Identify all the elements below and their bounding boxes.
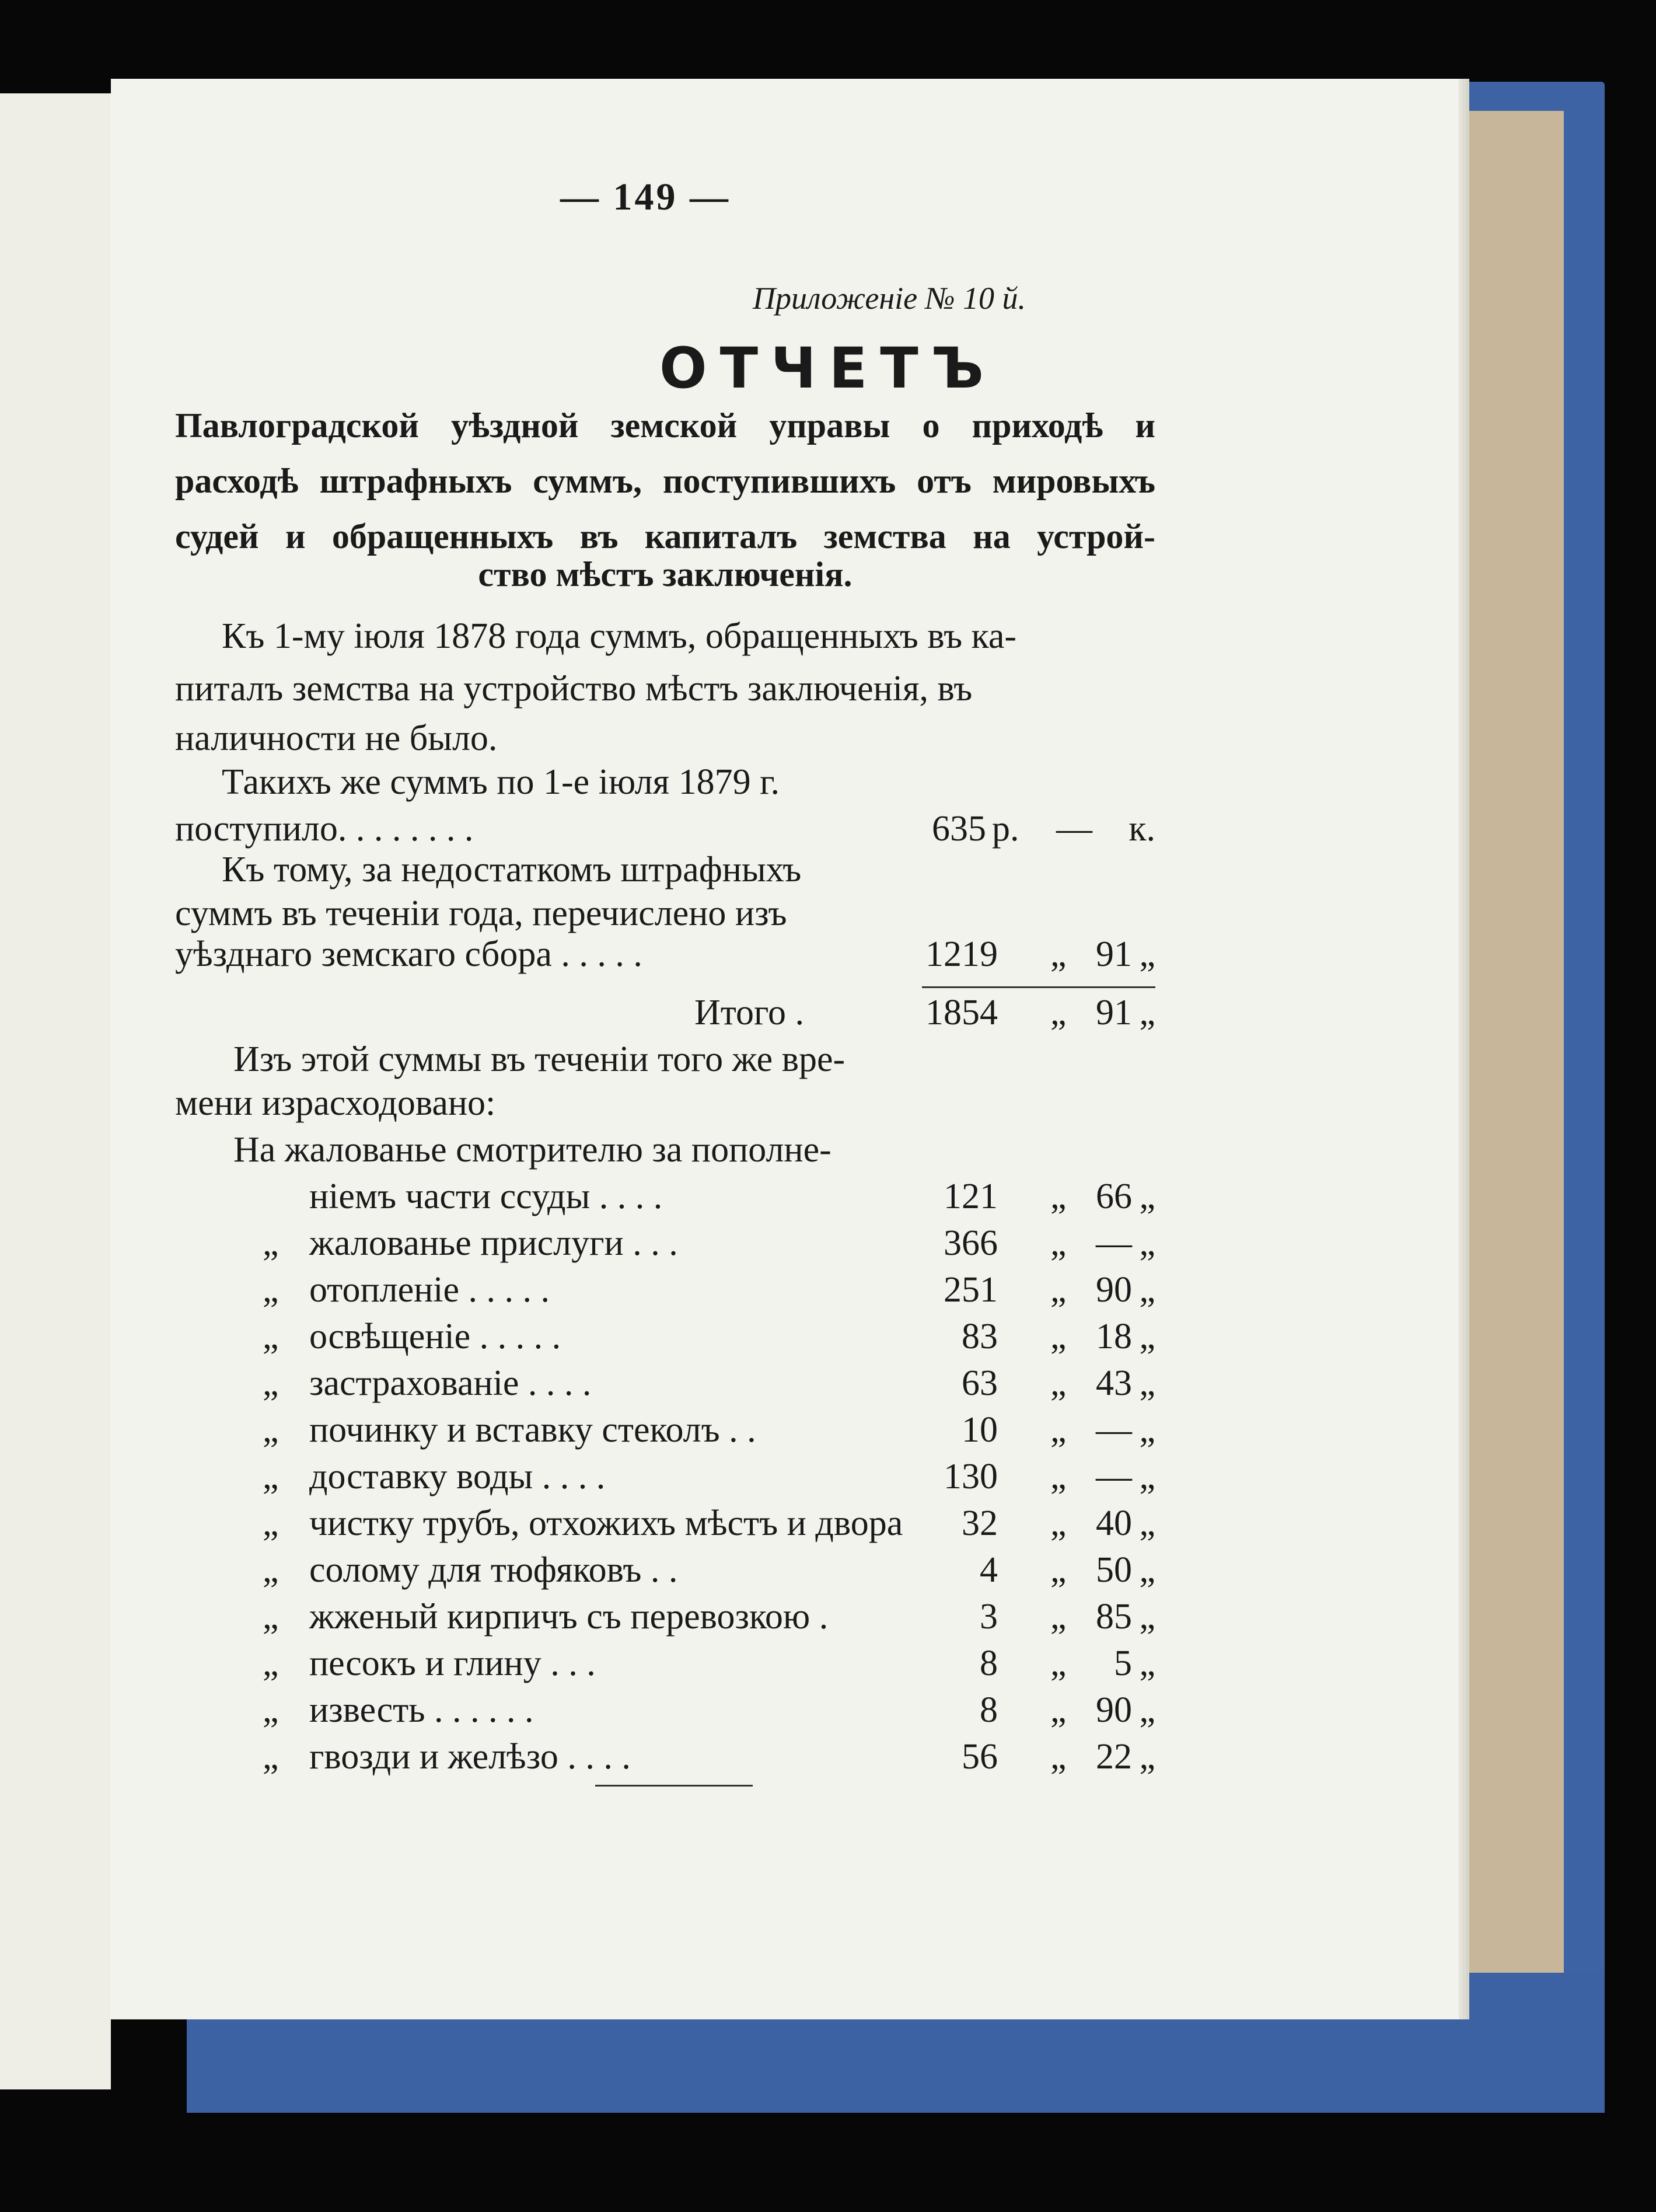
kopecks-unit: к.: [1129, 809, 1155, 849]
receipt-row: [175, 808, 1155, 855]
intro-line: питалъ земства на устройство мѣстъ заключенія, въ: [175, 669, 973, 709]
intro-line: наличности не было.: [175, 718, 498, 758]
expense-label: гвозди и желѣзо . . . .: [309, 1737, 631, 1777]
ditto-mark: „: [1139, 1503, 1155, 1543]
expense-line: На жалованье смотрителю за пополне-: [233, 1130, 832, 1170]
rubles-value: 635: [932, 809, 986, 849]
rubles-value: 8: [980, 1644, 998, 1683]
ditto-mark: „: [1050, 1317, 1067, 1356]
expense-label: починку и вставку стеколъ . .: [309, 1410, 756, 1450]
receipt-line: Такихъ же суммъ по 1-е іюля 1879 г.: [222, 762, 780, 802]
ditto-mark: „: [1050, 1644, 1067, 1683]
ditto-mark: „: [1139, 1690, 1155, 1730]
kopecks-value: 91: [1096, 993, 1132, 1032]
rubles-unit: р.: [992, 809, 1019, 849]
ditto-mark: „: [1050, 1457, 1067, 1496]
ditto-mark: „: [263, 1503, 279, 1543]
kopecks-value: 5: [1114, 1644, 1132, 1683]
rubles-value: 8: [980, 1690, 998, 1730]
ditto-mark: „: [1050, 993, 1067, 1032]
rubles-value: 63: [962, 1363, 998, 1403]
kopecks-value: —: [1096, 1223, 1132, 1263]
expense-row: [175, 1269, 1155, 1316]
kopecks-value: 66: [1096, 1177, 1132, 1216]
expense-label: ніемъ части ссуды . . . .: [309, 1177, 663, 1216]
ditto-mark: „: [263, 1597, 279, 1637]
total-row: [175, 992, 1155, 1039]
expense-row: [175, 1643, 1155, 1690]
expense-row: [175, 1363, 1155, 1409]
ditto-mark: „: [1139, 1644, 1155, 1683]
kopecks-value: 18: [1096, 1317, 1132, 1356]
ditto-mark: „: [1139, 1177, 1155, 1216]
expense-label: чистку трубъ, отхожихъ мѣстъ и двора: [309, 1503, 903, 1543]
ditto-mark: „: [263, 1457, 279, 1496]
expense-row: [175, 1503, 1155, 1550]
rubles-value: 1854: [925, 993, 998, 1032]
ditto-mark: „: [1050, 1223, 1067, 1263]
receipt-line: суммъ въ теченіи года, перечислено изъ: [175, 894, 787, 933]
ditto-mark: „: [1050, 1177, 1067, 1216]
ditto-mark: „: [263, 1317, 279, 1356]
spent-header-line: мени израсходовано:: [175, 1083, 496, 1123]
rubles-value: 3: [980, 1597, 998, 1637]
rubles-value: 1219: [925, 934, 998, 974]
ditto-mark: „: [1139, 1597, 1155, 1637]
rubles-value: 121: [944, 1177, 998, 1216]
expense-label: доставку воды . . . .: [309, 1457, 606, 1496]
intro-line: Къ 1-му іюля 1878 года суммъ, обращенныхъ въ ка-: [222, 616, 1017, 656]
ditto-mark: „: [1139, 1363, 1155, 1403]
expense-row: [175, 1176, 1155, 1223]
ditto-mark: „: [1139, 1550, 1155, 1590]
rubles-value: 251: [944, 1270, 998, 1310]
expense-label: песокъ и глину . . .: [309, 1644, 596, 1683]
expense-row: [175, 1690, 1155, 1736]
ditto-mark: „: [1050, 1597, 1067, 1637]
subtitle-line: Павлоградской уѣздной земской управы о приходѣ и: [175, 406, 1155, 445]
expense-label: известь . . . . . .: [309, 1690, 534, 1730]
subtitle-line: расходѣ штрафныхъ суммъ, поступившихъ отъ мировыхъ: [175, 462, 1155, 500]
kopecks-value: —: [1096, 1410, 1132, 1450]
receipt-label: поступило. . . . . . . .: [175, 809, 474, 849]
rubles-value: 32: [962, 1503, 998, 1543]
ditto-mark: „: [263, 1270, 279, 1310]
expense-row: [175, 1456, 1155, 1503]
ditto-mark: „: [263, 1363, 279, 1403]
kopecks-value: 43: [1096, 1363, 1132, 1403]
kopecks-value: 90: [1096, 1690, 1132, 1730]
ditto-mark: „: [1139, 1410, 1155, 1450]
page-number: — 149 —: [560, 176, 731, 218]
sum-rule: [922, 986, 1155, 988]
expense-label: жалованье прислуги . . .: [309, 1223, 678, 1263]
ditto-mark: „: [1050, 1363, 1067, 1403]
ditto-mark: „: [263, 1550, 279, 1590]
rubles-value: 10: [962, 1410, 998, 1450]
spent-header-line: Изъ этой суммы въ теченіи того же вре-: [233, 1039, 846, 1079]
rubles-value: 83: [962, 1317, 998, 1356]
kopecks-value: 50: [1096, 1550, 1132, 1590]
receipt-line: Къ тому, за недостаткомъ штрафныхъ: [222, 850, 802, 889]
kopecks-value: 91: [1096, 934, 1132, 974]
ditto-mark: „: [1050, 1503, 1067, 1543]
subtitle-line: ство мѣстъ заключенія.: [478, 555, 853, 594]
expense-row: [175, 1736, 1155, 1783]
expense-row: [175, 1409, 1155, 1456]
kopecks-value: —: [1056, 809, 1092, 849]
expense-row: [175, 1550, 1155, 1596]
receipt-label: уѣзднаго земскаго сбора . . . . .: [175, 934, 642, 974]
ditto-mark: „: [1139, 1317, 1155, 1356]
subtitle-line: судей и обращенныхъ въ капиталъ земства на устрой-: [175, 517, 1155, 556]
expense-row: [175, 1316, 1155, 1363]
ditto-mark: „: [1139, 934, 1155, 974]
ditto-mark: „: [263, 1223, 279, 1263]
kopecks-value: 40: [1096, 1503, 1132, 1543]
expense-label: солому для тюфяковъ . .: [309, 1550, 678, 1590]
rubles-value: 4: [980, 1550, 998, 1590]
kopecks-value: 22: [1096, 1737, 1132, 1777]
rubles-value: 130: [944, 1457, 998, 1496]
expense-row: [175, 1596, 1155, 1643]
ditto-mark: „: [263, 1644, 279, 1683]
kopecks-value: 85: [1096, 1597, 1132, 1637]
kopecks-value: 90: [1096, 1270, 1132, 1310]
ditto-mark: „: [1139, 1457, 1155, 1496]
kopecks-value: —: [1096, 1457, 1132, 1496]
rubles-value: 56: [962, 1737, 998, 1777]
ditto-mark: „: [1139, 1223, 1155, 1263]
expense-label: отопленіе . . . . .: [309, 1270, 550, 1310]
ditto-mark: „: [263, 1410, 279, 1450]
ditto-mark: „: [1050, 1550, 1067, 1590]
ditto-mark: „: [1050, 1690, 1067, 1730]
appendix-label: Приложеніе № 10 й.: [753, 281, 1026, 316]
ditto-mark: „: [1050, 1410, 1067, 1450]
ditto-mark: „: [1050, 1270, 1067, 1310]
rubles-value: 366: [944, 1223, 998, 1263]
ditto-mark: „: [263, 1690, 279, 1730]
receipt-row: [175, 934, 1155, 981]
total-label: Итого .: [694, 993, 804, 1032]
ditto-mark: „: [1050, 1737, 1067, 1777]
ditto-mark: „: [1139, 993, 1155, 1032]
expense-label: освѣщеніе . . . . .: [309, 1317, 561, 1356]
ditto-mark: „: [1050, 934, 1067, 974]
expense-label: застрахованіе . . . .: [309, 1363, 592, 1403]
ditto-mark: „: [263, 1737, 279, 1777]
report-title: ОТЧЕТЪ: [659, 336, 997, 401]
ditto-mark: „: [1139, 1270, 1155, 1310]
expense-row: [175, 1223, 1155, 1269]
expense-label: жженый кирпичъ съ перевозкою .: [309, 1597, 829, 1637]
ditto-mark: „: [1139, 1737, 1155, 1777]
closing-rule: [595, 1785, 753, 1787]
